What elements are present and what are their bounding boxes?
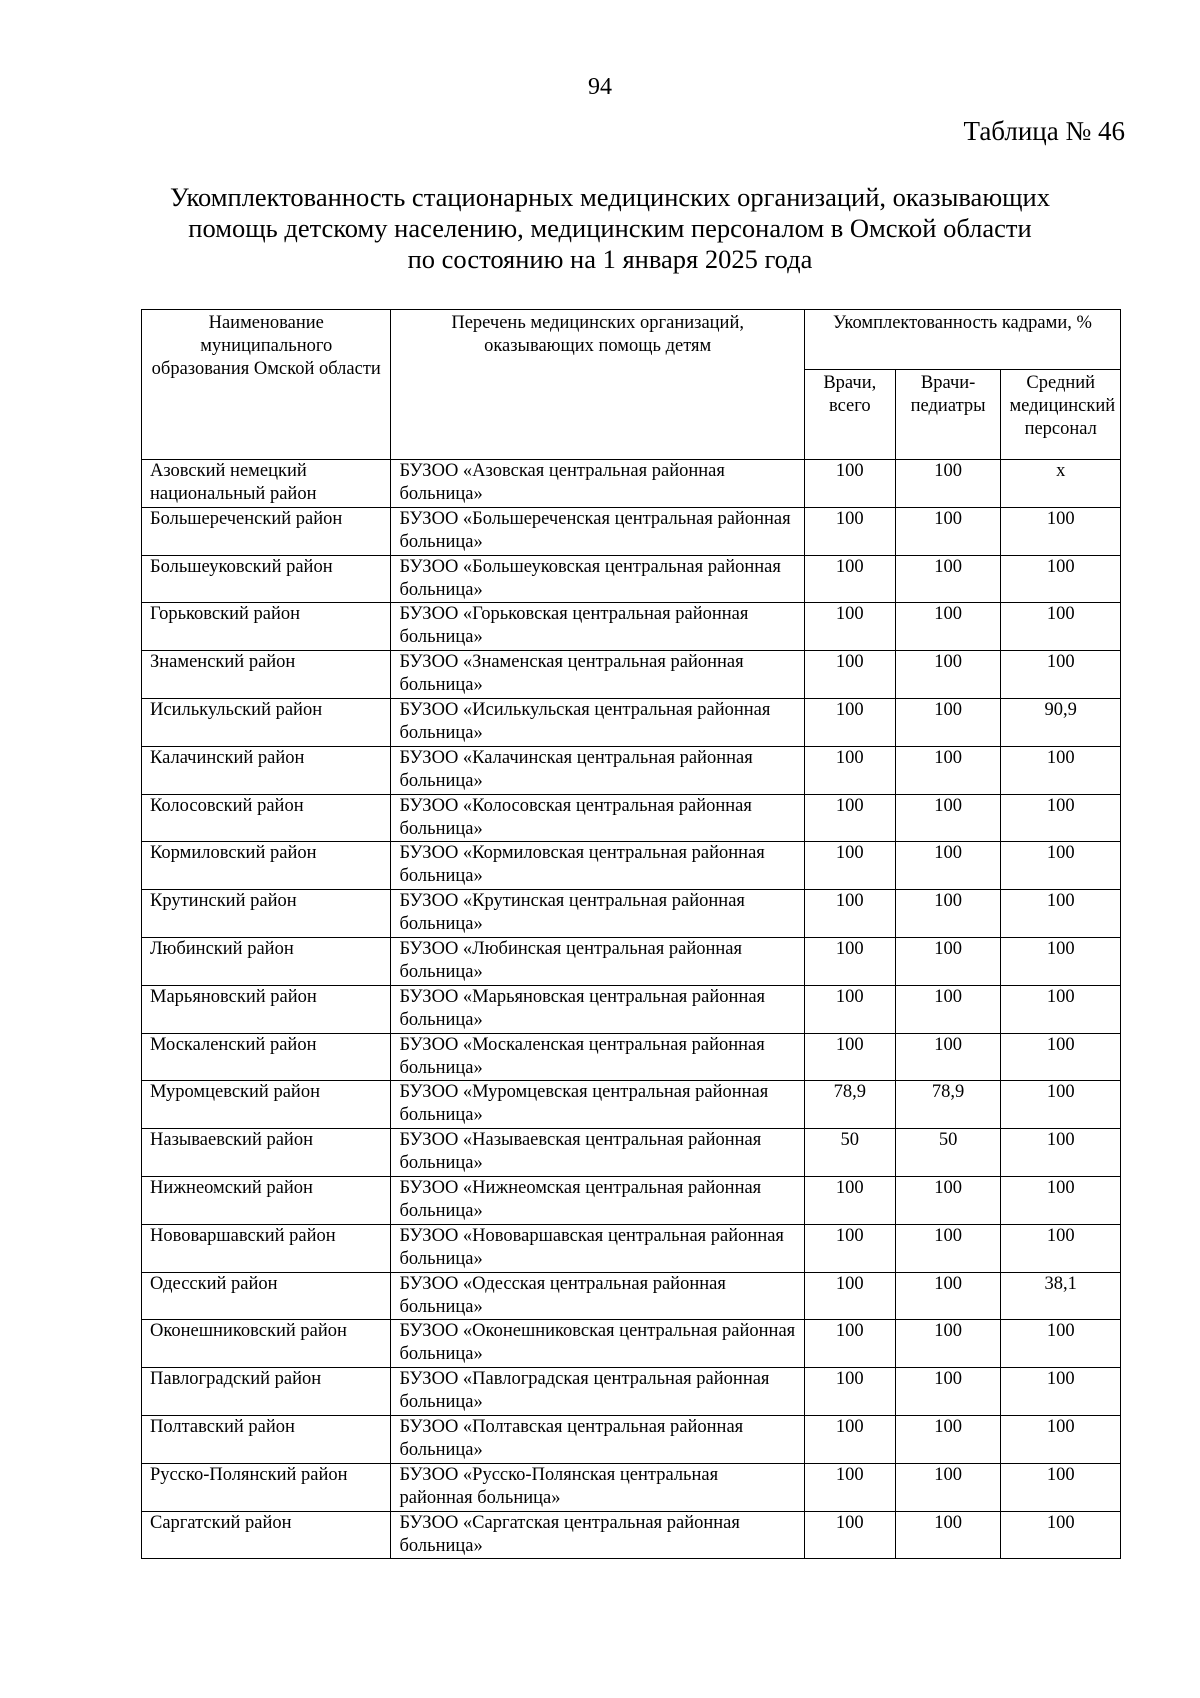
doctors-total-cell: 100 — [804, 1176, 895, 1224]
doctors-total-cell: 100 — [804, 698, 895, 746]
nursing-cell: 100 — [1001, 1176, 1121, 1224]
title-line: помощь детскому населению, медицинским персоналом в Омской области — [188, 213, 1032, 243]
pediatricians-cell: 100 — [895, 1368, 1001, 1416]
nursing-cell: 100 — [1001, 890, 1121, 938]
organization-cell: БУЗОО «Крутинская центральная районная больница» — [391, 890, 804, 938]
doctors-total-cell: 78,9 — [804, 1081, 895, 1129]
district-cell: Оконешниковский район — [142, 1320, 391, 1368]
table-row — [142, 794, 1121, 842]
table-row — [142, 1081, 1121, 1129]
header-staffing: Укомплектованность кадрами, % — [804, 310, 1120, 370]
nursing-cell: 100 — [1001, 985, 1121, 1033]
doctors-total-cell: 100 — [804, 603, 895, 651]
district-cell: Муромцевский район — [142, 1081, 391, 1129]
pediatricians-cell: 100 — [895, 842, 1001, 890]
nursing-cell: 38,1 — [1001, 1272, 1121, 1320]
organization-cell: БУЗОО «Полтавская центральная районная больница» — [391, 1415, 804, 1463]
pediatricians-cell: 100 — [895, 1415, 1001, 1463]
table-row — [142, 507, 1121, 555]
pediatricians-cell: 100 — [895, 698, 1001, 746]
staffing-table — [141, 309, 1121, 1559]
organization-cell: БУЗОО «Павлоградская центральная районная больница» — [391, 1368, 804, 1416]
doctors-total-cell: 100 — [804, 1511, 895, 1559]
table-row — [142, 746, 1121, 794]
organization-cell: БУЗОО «Одесская центральная районная больница» — [391, 1272, 804, 1320]
nursing-cell: 100 — [1001, 746, 1121, 794]
organization-cell: БУЗОО «Нововаршавская центральная районная больница» — [391, 1224, 804, 1272]
organization-cell: БУЗОО «Марьяновская центральная районная больница» — [391, 985, 804, 1033]
title-line: Укомплектованность стационарных медицинских организаций, оказывающих — [170, 182, 1050, 212]
nursing-cell: 100 — [1001, 651, 1121, 699]
district-cell: Русско-Полянский район — [142, 1463, 391, 1511]
district-cell: Одесский район — [142, 1272, 391, 1320]
doctors-total-cell: 50 — [804, 1129, 895, 1177]
nursing-cell: 100 — [1001, 1129, 1121, 1177]
table-row — [142, 555, 1121, 603]
doctors-total-cell: 100 — [804, 1033, 895, 1081]
nursing-cell: х — [1001, 460, 1121, 508]
table-title — [110, 182, 1110, 275]
doctors-total-cell: 100 — [804, 555, 895, 603]
doctors-total-cell: 100 — [804, 937, 895, 985]
table-row — [142, 842, 1121, 890]
pediatricians-cell: 100 — [895, 1463, 1001, 1511]
nursing-cell: 100 — [1001, 1033, 1121, 1081]
nursing-cell: 100 — [1001, 1368, 1121, 1416]
pediatricians-cell: 100 — [895, 937, 1001, 985]
doctors-total-cell: 100 — [804, 794, 895, 842]
organization-cell: БУЗОО «Москаленская центральная районная больница» — [391, 1033, 804, 1081]
district-cell: Москаленский район — [142, 1033, 391, 1081]
header-municipality: Наименование муниципального образования Омской области — [142, 310, 391, 460]
table-row — [142, 1176, 1121, 1224]
nursing-cell: 100 — [1001, 1511, 1121, 1559]
pediatricians-cell: 100 — [895, 746, 1001, 794]
table-row — [142, 603, 1121, 651]
district-cell: Марьяновский район — [142, 985, 391, 1033]
table-row — [142, 1129, 1121, 1177]
table-row — [142, 1320, 1121, 1368]
table-row — [142, 1272, 1121, 1320]
table-row — [142, 1511, 1121, 1559]
district-cell: Нижнеомский район — [142, 1176, 391, 1224]
district-cell: Горьковский район — [142, 603, 391, 651]
organization-cell: БУЗОО «Саргатская центральная районная больница» — [391, 1511, 804, 1559]
table-row — [142, 890, 1121, 938]
organization-cell: БУЗОО «Муромцевская центральная районная больница» — [391, 1081, 804, 1129]
pediatricians-cell: 100 — [895, 603, 1001, 651]
table-row — [142, 1224, 1121, 1272]
nursing-cell: 100 — [1001, 1463, 1121, 1511]
table-row — [142, 1415, 1121, 1463]
table-row — [142, 698, 1121, 746]
doctors-total-cell: 100 — [804, 890, 895, 938]
district-cell: Большеуковский район — [142, 555, 391, 603]
title-line: по состоянию на 1 января 2025 года — [407, 244, 813, 274]
table-row — [142, 1033, 1121, 1081]
doctors-total-cell: 100 — [804, 1463, 895, 1511]
nursing-cell: 100 — [1001, 555, 1121, 603]
nursing-cell: 100 — [1001, 1081, 1121, 1129]
district-cell: Саргатский район — [142, 1511, 391, 1559]
pediatricians-cell: 100 — [895, 1272, 1001, 1320]
table-row — [142, 1463, 1121, 1511]
pediatricians-cell: 50 — [895, 1129, 1001, 1177]
header-organizations: Перечень медицинских организаций, оказывающих помощь детям — [391, 310, 804, 460]
organization-cell: БУЗОО «Кормиловская центральная районная больница» — [391, 842, 804, 890]
doctors-total-cell: 100 — [804, 651, 895, 699]
nursing-cell: 100 — [1001, 842, 1121, 890]
doctors-total-cell: 100 — [804, 460, 895, 508]
organization-cell: БУЗОО «Горьковская центральная районная больница» — [391, 603, 804, 651]
header-pediatricians: Врачи-педиатры — [895, 370, 1001, 460]
doctors-total-cell: 100 — [804, 1368, 895, 1416]
district-cell: Крутинский район — [142, 890, 391, 938]
doctors-total-cell: 100 — [804, 746, 895, 794]
district-cell: Азовский немецкий национальный район — [142, 460, 391, 508]
doctors-total-cell: 100 — [804, 1272, 895, 1320]
district-cell: Колосовский район — [142, 794, 391, 842]
page-number: 94 — [588, 74, 612, 100]
nursing-cell: 90,9 — [1001, 698, 1121, 746]
district-cell: Большереченский район — [142, 507, 391, 555]
table-row — [142, 460, 1121, 508]
nursing-cell: 100 — [1001, 1320, 1121, 1368]
header-doctors-total: Врачи, всего — [804, 370, 895, 460]
pediatricians-cell: 100 — [895, 985, 1001, 1033]
doctors-total-cell: 100 — [804, 985, 895, 1033]
organization-cell: БУЗОО «Азовская центральная районная больница» — [391, 460, 804, 508]
table-row — [142, 985, 1121, 1033]
pediatricians-cell: 100 — [895, 890, 1001, 938]
header-nursing: Средний медицинский персонал — [1001, 370, 1121, 460]
district-cell: Кормиловский район — [142, 842, 391, 890]
organization-cell: БУЗОО «Оконешниковская центральная районная больница» — [391, 1320, 804, 1368]
district-cell: Нововаршавский район — [142, 1224, 391, 1272]
table-row — [142, 1368, 1121, 1416]
doctors-total-cell: 100 — [804, 1224, 895, 1272]
organization-cell: БУЗОО «Колосовская центральная районная больница» — [391, 794, 804, 842]
table-row — [142, 937, 1121, 985]
district-cell: Калачинский район — [142, 746, 391, 794]
pediatricians-cell: 100 — [895, 651, 1001, 699]
district-cell: Полтавский район — [142, 1415, 391, 1463]
district-cell: Исилькульский район — [142, 698, 391, 746]
organization-cell: БУЗОО «Калачинская центральная районная больница» — [391, 746, 804, 794]
district-cell: Любинский район — [142, 937, 391, 985]
nursing-cell: 100 — [1001, 507, 1121, 555]
nursing-cell: 100 — [1001, 603, 1121, 651]
organization-cell: БУЗОО «Большереченская центральная районная больница» — [391, 507, 804, 555]
nursing-cell: 100 — [1001, 937, 1121, 985]
pediatricians-cell: 100 — [895, 1511, 1001, 1559]
doctors-total-cell: 100 — [804, 842, 895, 890]
table-row — [142, 651, 1121, 699]
pediatricians-cell: 100 — [895, 1320, 1001, 1368]
district-cell: Павлоградский район — [142, 1368, 391, 1416]
nursing-cell: 100 — [1001, 1224, 1121, 1272]
pediatricians-cell: 100 — [895, 1176, 1001, 1224]
doctors-total-cell: 100 — [804, 1415, 895, 1463]
nursing-cell: 100 — [1001, 794, 1121, 842]
district-cell: Называевский район — [142, 1129, 391, 1177]
organization-cell: БУЗОО «Большеуковская центральная районная больница» — [391, 555, 804, 603]
nursing-cell: 100 — [1001, 1415, 1121, 1463]
pediatricians-cell: 78,9 — [895, 1081, 1001, 1129]
organization-cell: БУЗОО «Знаменская центральная районная больница» — [391, 651, 804, 699]
pediatricians-cell: 100 — [895, 555, 1001, 603]
doctors-total-cell: 100 — [804, 1320, 895, 1368]
district-cell: Знаменский район — [142, 651, 391, 699]
organization-cell: БУЗОО «Нижнеомская центральная районная больница» — [391, 1176, 804, 1224]
pediatricians-cell: 100 — [895, 1033, 1001, 1081]
doctors-total-cell: 100 — [804, 507, 895, 555]
pediatricians-cell: 100 — [895, 460, 1001, 508]
pediatricians-cell: 100 — [895, 507, 1001, 555]
organization-cell: БУЗОО «Русско-Полянская центральная районная больница» — [391, 1463, 804, 1511]
organization-cell: БУЗОО «Называевская центральная районная больница» — [391, 1129, 804, 1177]
table-body — [142, 460, 1121, 1559]
table-number: Таблица № 46 — [963, 116, 1125, 146]
pediatricians-cell: 100 — [895, 794, 1001, 842]
pediatricians-cell: 100 — [895, 1224, 1001, 1272]
organization-cell: БУЗОО «Исилькульская центральная районная больница» — [391, 698, 804, 746]
organization-cell: БУЗОО «Любинская центральная районная больница» — [391, 937, 804, 985]
